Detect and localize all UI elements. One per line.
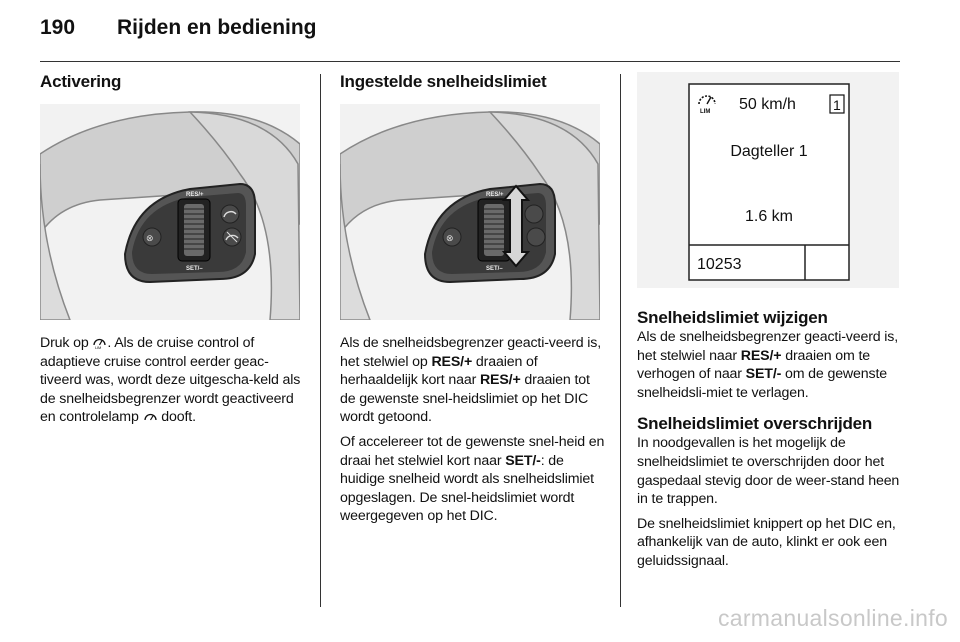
- svg-text:LIM: LIM: [95, 345, 102, 349]
- trip-distance: 1.6 km: [744, 208, 794, 225]
- section-heading-ingestelde-snelheidslimiet: Ingestelde snelheidslimiet: [340, 72, 547, 91]
- page-number: 190: [40, 16, 76, 39]
- steering-wheel-figure-2: [340, 104, 600, 320]
- steering-wheel-figure-1: [40, 104, 300, 320]
- overschrijden-paragraph-2: De snelheidslimiet knippert op het DIC en, afhankelijk van de auto, klinkt er ook een geluidssignaal.: [637, 515, 896, 569]
- header-divider: [40, 61, 900, 62]
- instelling-paragraph-1: Als de snelheidsbegrenzer geacti-veerd is, het stelwiel op RES/+ draaien of herhaaldelijk kort naar RES/+ draaien tot de gewenste snel-heidslimiet op het DIC wordt getoond.: [340, 335, 602, 426]
- res-label: RES/+: [186, 192, 204, 198]
- cruise-control-icon: [525, 205, 543, 223]
- cruise-control-icon: [143, 409, 158, 423]
- page-title: Rijden en bediening: [117, 16, 317, 39]
- cancel-icon: [443, 228, 461, 246]
- section-heading-snelheidslimiet-overschrijden: Snelheidslimiet overschrijden: [637, 414, 873, 434]
- column-ingestelde-snelheidslimiet: [340, 72, 605, 526]
- speed-limiter-icon: [92, 335, 107, 349]
- speed-limit-value: 50 km/h: [739, 96, 796, 113]
- svg-text:⊗: ⊗: [146, 234, 154, 244]
- column-divider-2: [620, 74, 621, 607]
- cancel-icon: [143, 228, 161, 246]
- speed-limiter-icon: [223, 228, 241, 246]
- section-heading-snelheidslimiet-wijzigen: Snelheidslimiet wijzigen: [637, 308, 828, 327]
- set-label: SET/–: [186, 266, 203, 272]
- cruise-control-icon: [221, 205, 239, 223]
- overschrijden-paragraph-1: In noodgevallen is het mogelijk de snelheidslimiet te overschrijden door het gaspedaal stevig door de weer-stand heen in te trappen.: [637, 435, 900, 508]
- column-snelheidslimiet: [637, 72, 902, 571]
- activering-paragraph: Druk op LIM . Als de cruise control of adaptieve cruise control eerder geac-tiveerd was, wordt deze uitgescha-keld als de snelheidsbegrenzer wordt geactiveerd en controlelamp dooft.: [40, 335, 301, 426]
- res-label: RES/+: [486, 192, 504, 198]
- dic-display-figure: [637, 72, 899, 288]
- set-label: SET/–: [486, 266, 503, 272]
- column-activering: [40, 72, 305, 427]
- trip-label: Dagteller 1: [730, 143, 808, 160]
- trip-badge-number: 1: [833, 97, 841, 113]
- section-heading-activering: Activering: [40, 72, 122, 91]
- odometer-value: 10253: [697, 256, 742, 273]
- watermark: carmanualsonline.info: [717, 605, 948, 631]
- wijzigen-paragraph: Als de snelheidsbegrenzer geacti-veerd is, het stelwiel naar RES/+ draaien om te verhogen of naar SET/- om de gewenste snelheidsli-miet te verlagen.: [637, 329, 899, 401]
- speed-limiter-icon: [527, 228, 545, 246]
- column-divider-1: [320, 74, 321, 607]
- instelling-paragraph-2: Of accelereer tot de gewenste snel-heid en draai het stelwiel kort naar SET/-: de huidige snelheid wordt als snelheidslimiet opgeslagen. De snel-heidslimiet wordt weergegeven op het DIC.: [340, 433, 605, 525]
- svg-text:⊗: ⊗: [446, 234, 454, 244]
- lim-label: LIM: [700, 109, 711, 115]
